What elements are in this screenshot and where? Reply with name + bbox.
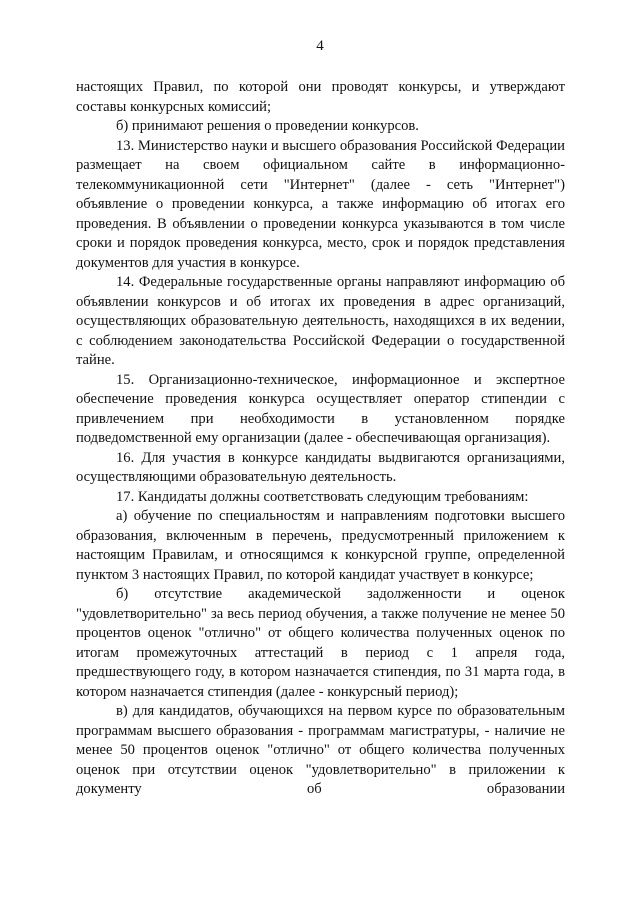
paragraph-15: 15. Организационно-техническое, информационное и экспертное обеспечение проведения конкурса осуществляет оператор стипендии с привлечением при необходимости в установленном порядке подведомственной ему организации (далее - обеспечивающая организация). xyxy=(76,371,565,446)
page-number: 4 xyxy=(316,38,324,54)
paragraph-14: 14. Федеральные государственные органы направляют информацию об объявлении конкурсов и об итогах их проведения в адрес организаций, осуществляющих образовательную деятельность, находящихся в их ведении, с соблюдением законодательства Российской Федерации о государственной тайне. xyxy=(76,274,565,368)
paragraph-17v: в) для кандидатов, обучающихся на первом курсе по образовательным программам высшего образования - программам магистратуры, - наличие не менее 50 процентов оценок "отлично" от общего количества полученных оценок при отсутствии оценок "удовлетворительно" в приложении к документу об образовании xyxy=(76,703,565,797)
paragraph-16: 16. Для участия в конкурсе кандидаты выдвигаются организациями, осуществляющими образовательную деятельность. xyxy=(76,449,565,485)
document-body xyxy=(76,78,565,800)
paragraph-17a: а) обучение по специальностям и направлениям подготовки высшего образования, включенным в перечень, предусмотренный приложением к настоящим Правилам, и относящимся к конкурсной группе, определенной пунктом 3 настоящих Правил, по которой кандидат участвует в конкурсе; xyxy=(76,508,565,583)
paragraph-continuation: настоящих Правил, по которой они проводят конкурсы, и утверждают составы конкурсных комиссий; xyxy=(76,79,565,115)
paragraph-12b: б) принимают решения о проведении конкурсов. xyxy=(116,118,419,134)
paragraph-17b: б) отсутствие академической задолженности и оценок "удовлетворительно" за весь период обучения, а также получение не менее 50 процентов оценок "отлично" от общего количества полученных оценок по итогам промежуточных аттестаций в период с 1 апреля года, предшествующего году, в котором назначается стипендия, по 31 марта года, в котором назначается стипендия (далее - конкурсный период); xyxy=(76,586,565,700)
paragraph-13: 13. Министерство науки и высшего образования Российской Федерации размещает на своем официальном сайте в информационно-телекоммуникационной сети "Интернет" (далее - сеть "Интернет") объявление о проведении конкурса, а также информацию об итогах его проведения. В объявлении о проведении конкурса указываются в том числе сроки и порядок проведения конкурса, место, срок и порядок представления документов для участия в конкурсе. xyxy=(76,137,565,271)
paragraph-17: 17. Кандидаты должны соответствовать следующим требованиям: xyxy=(116,488,529,505)
